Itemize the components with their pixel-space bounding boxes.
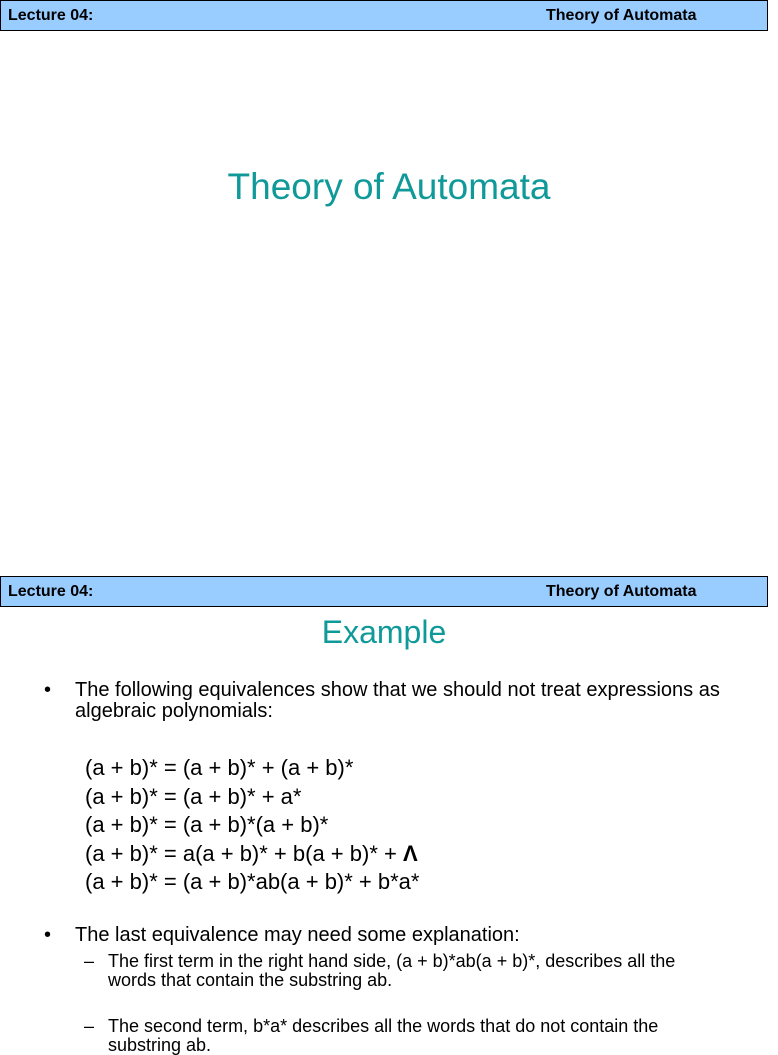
bullet-marker: •	[44, 679, 52, 701]
equation-text: (a + b)* = a(a + b)* + b(a + b)* +	[85, 840, 403, 866]
slide-header	[0, 576, 768, 607]
bullet-text: The following equivalences show that we should not treat expressions as algebraic polynomials:	[75, 679, 720, 722]
equation: (a + b)* = (a + b)* + (a + b)*	[85, 755, 354, 780]
slide-header	[0, 0, 768, 31]
course-label: Theory of Automata	[546, 583, 697, 600]
sub-point-text: The second term, b*a* describes all the words that do not contain the substring ab.	[108, 1016, 659, 1055]
dash-marker: –	[84, 951, 95, 971]
lecture-label: Lecture 04:	[8, 7, 94, 24]
sub-point-text: The first term in the right hand side, (a + b)*ab(a + b)*, describes all the words that contain the substring ab.	[108, 951, 676, 990]
slide-title: Example	[321, 614, 447, 650]
equation-list	[85, 754, 419, 897]
equation	[85, 840, 419, 869]
bullet-marker: •	[44, 924, 52, 946]
slide-title: Theory of Automata	[227, 166, 551, 207]
equation: (a + b)* = (a + b)* + a*	[85, 783, 302, 809]
equation: (a + b)* = (a + b)*ab(a + b)* + b*a*	[85, 869, 420, 894]
example-slide	[0, 576, 768, 1055]
lambda-symbol: Λ	[402, 840, 418, 866]
lecture-label: Lecture 04:	[8, 583, 94, 600]
bullet-text: The last equivalence may need some explanation:	[75, 924, 520, 946]
equation: (a + b)* = (a + b)*(a + b)*	[85, 812, 329, 837]
course-label: Theory of Automata	[546, 7, 697, 24]
dash-marker: –	[84, 1016, 95, 1036]
